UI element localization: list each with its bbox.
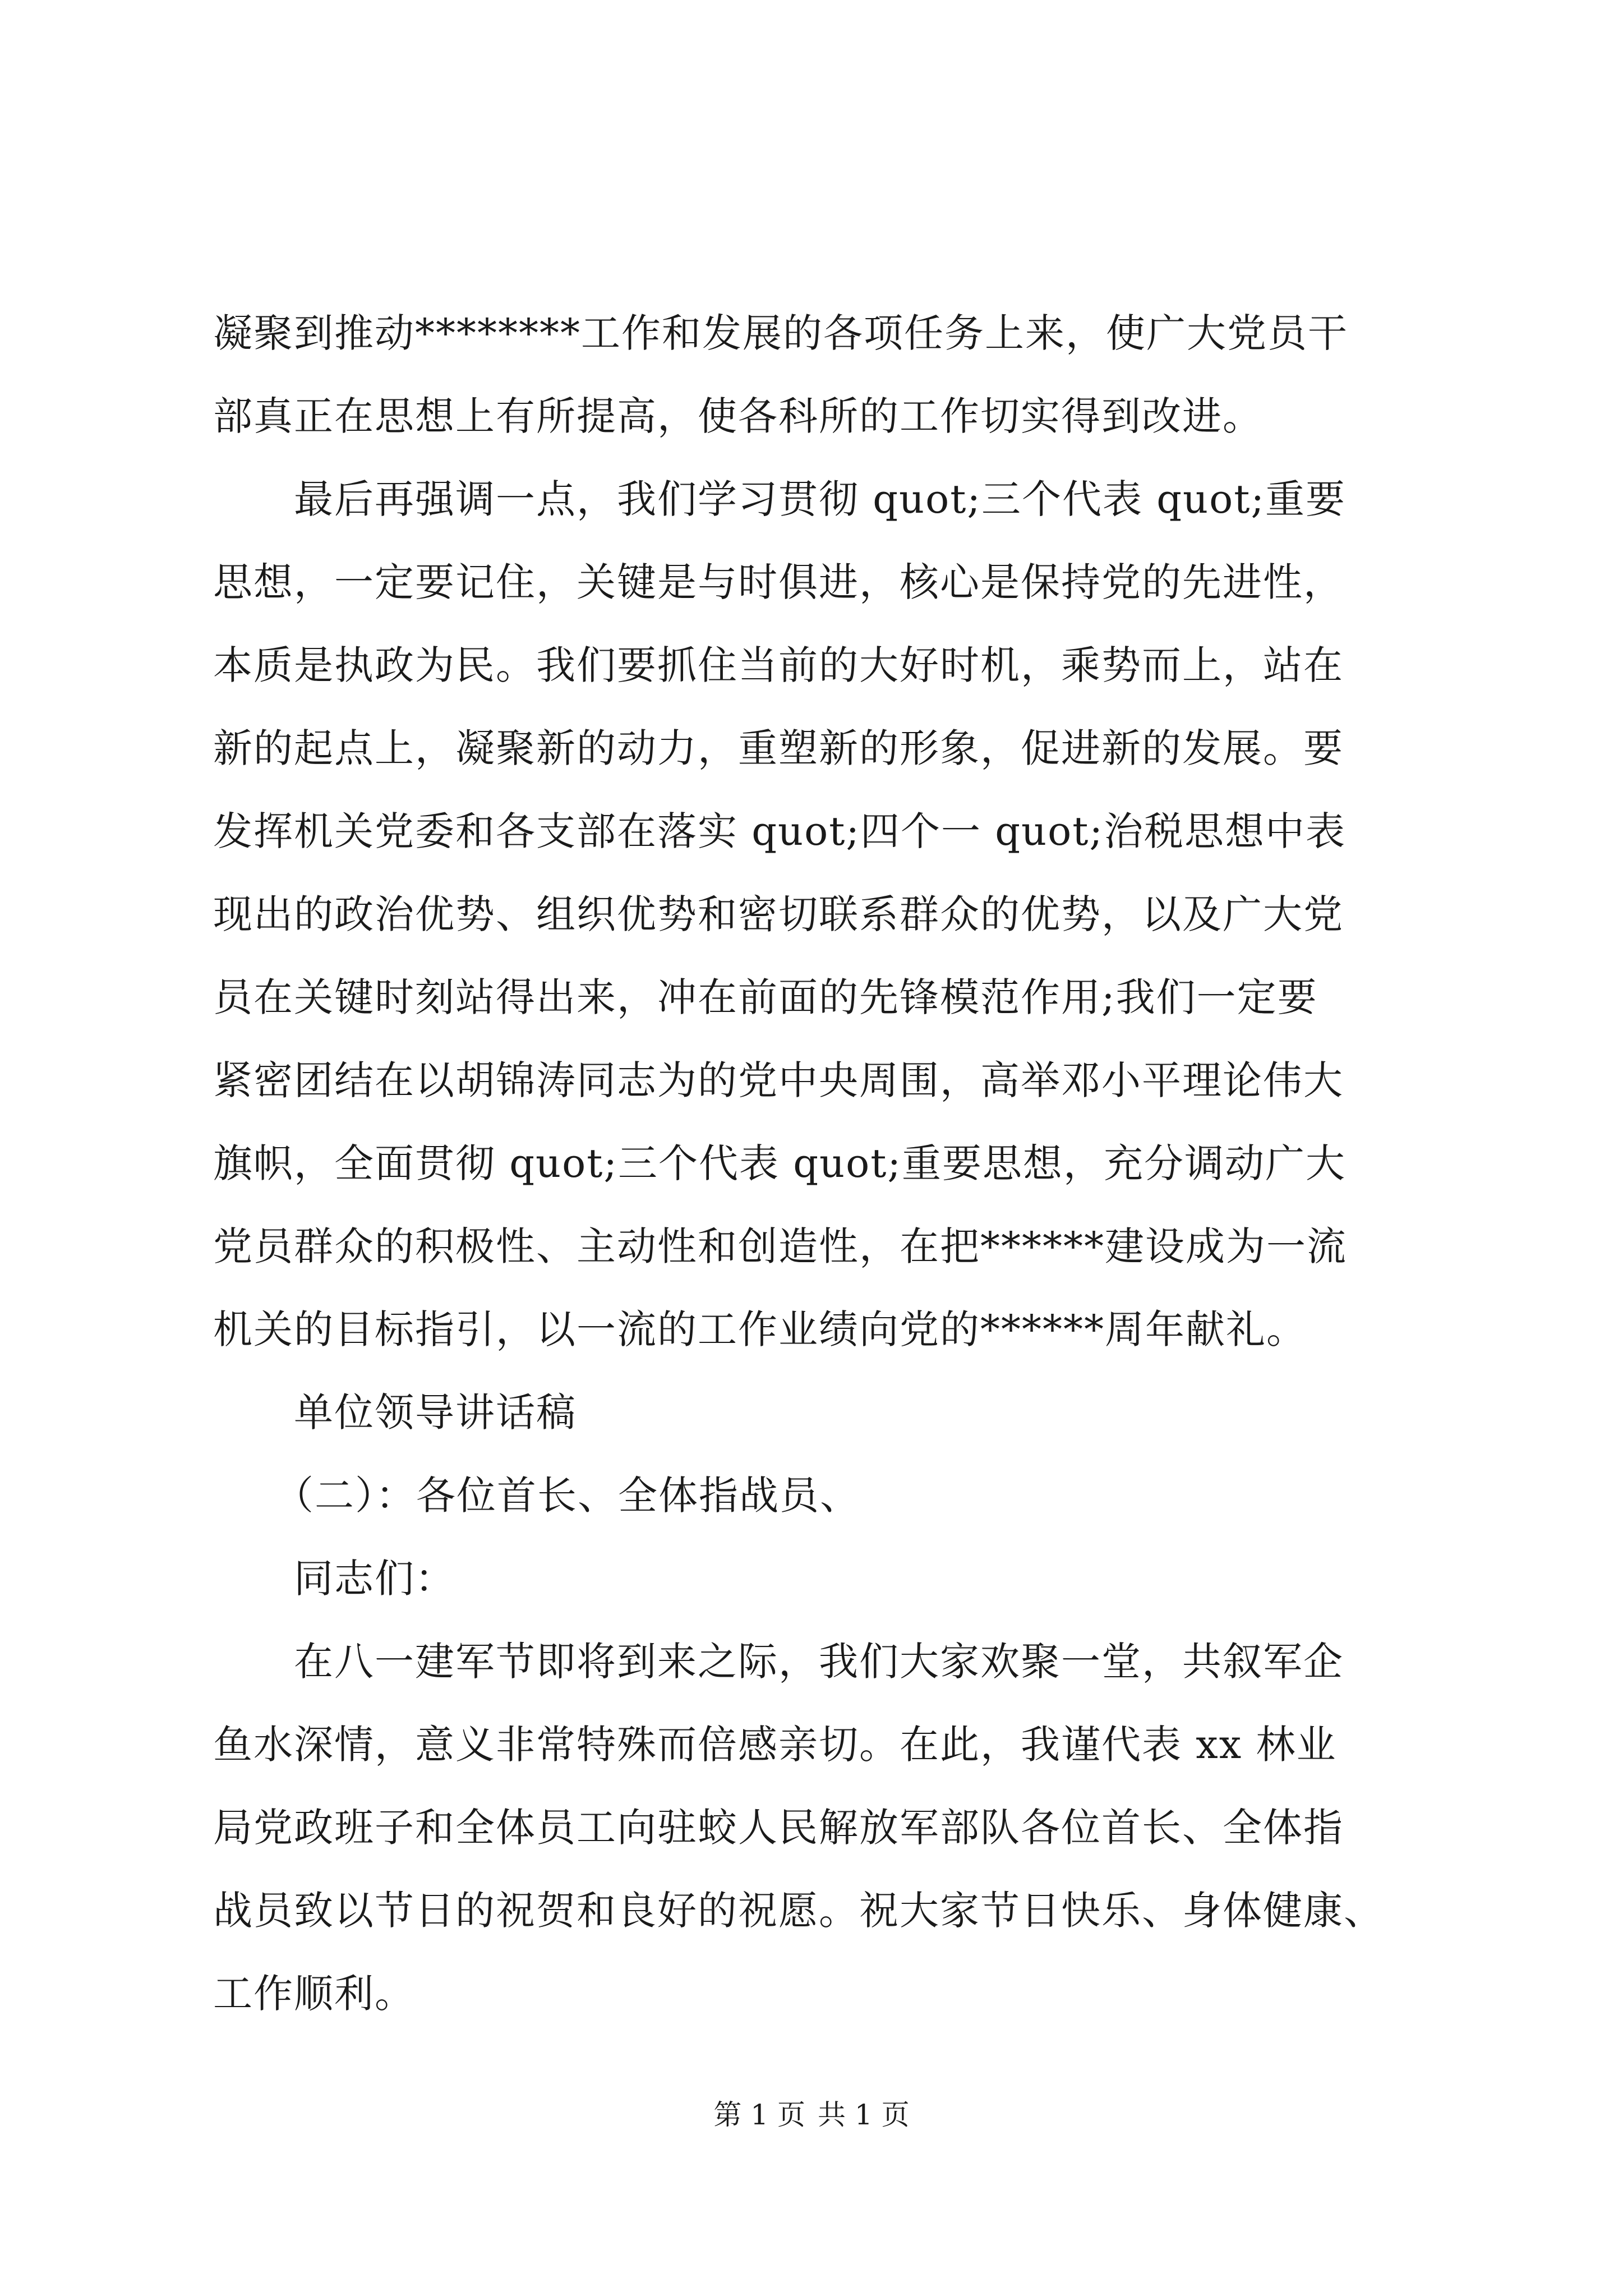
text-line: 战员致以节日的祝贺和良好的祝愿。祝大家节日快乐、身体健康、	[213, 1888, 1384, 1934]
text-line: 新的起点上，凝聚新的动力，重塑新的形象，促进新的发展。要	[213, 725, 1344, 771]
text-line: 凝聚到推动********工作和发展的各项任务上来，使广大党员干	[213, 310, 1348, 356]
text-line: 在八一建军节即将到来之际，我们大家欢聚一堂，共叙军企	[213, 1639, 1344, 1685]
salutation: 同志们：	[213, 1556, 455, 1602]
text-line: 现出的政治优势、组织优势和密切联系群众的优势，以及广大党	[213, 891, 1344, 937]
text-line: 旗帜，全面贯彻 quot;三个代表 quot;重要思想，充分调动广大	[213, 1140, 1347, 1186]
text-line: 鱼水深情，意义非常特殊而倍感亲切。在此，我谨代表 xx 林业	[213, 1722, 1337, 1768]
text-line: 发挥机关党委和各支部在落实 quot;四个一 quot;治税思想中表	[213, 808, 1347, 854]
text-line: 党员群众的积极性、主动性和创造性，在把******建设成为一流	[213, 1223, 1347, 1269]
text-line: 紧密团结在以胡锦涛同志为的党中央周围，高举邓小平理论伟大	[213, 1057, 1344, 1103]
text-line: 员在关键时刻站得出来，冲在前面的先锋模范作用;我们一定要	[213, 974, 1318, 1020]
page-total: 共 1 页	[818, 2099, 910, 2131]
text-line: 部真正在思想上有所提高，使各科所的工作切实得到改进。	[213, 393, 1263, 439]
text-line: 局党政班子和全体员工向驻蛟人民解放军部队各位首长、全体指	[213, 1805, 1344, 1851]
text-line: （二）：各位首长、全体指战员、	[213, 1473, 860, 1519]
text-line: 工作顺利。	[213, 1971, 415, 2017]
page-number: 第 1 页	[713, 2099, 805, 2131]
text-line: 思想，一定要记住，关键是与时俱进，核心是保持党的先进性，	[213, 559, 1344, 605]
document-body	[213, 292, 1413, 2035]
text-line: 机关的目标指引，以一流的工作业绩向党的******周年献礼。	[213, 1306, 1307, 1352]
text-line: 最后再强调一点，我们学习贯彻 quot;三个代表 quot;重要	[213, 476, 1347, 522]
page-footer	[0, 2095, 1623, 2134]
text-line: 本质是执政为民。我们要抓住当前的大好时机，乘势而上，站在	[213, 642, 1344, 688]
section-heading: 单位领导讲话稿	[213, 1389, 577, 1435]
